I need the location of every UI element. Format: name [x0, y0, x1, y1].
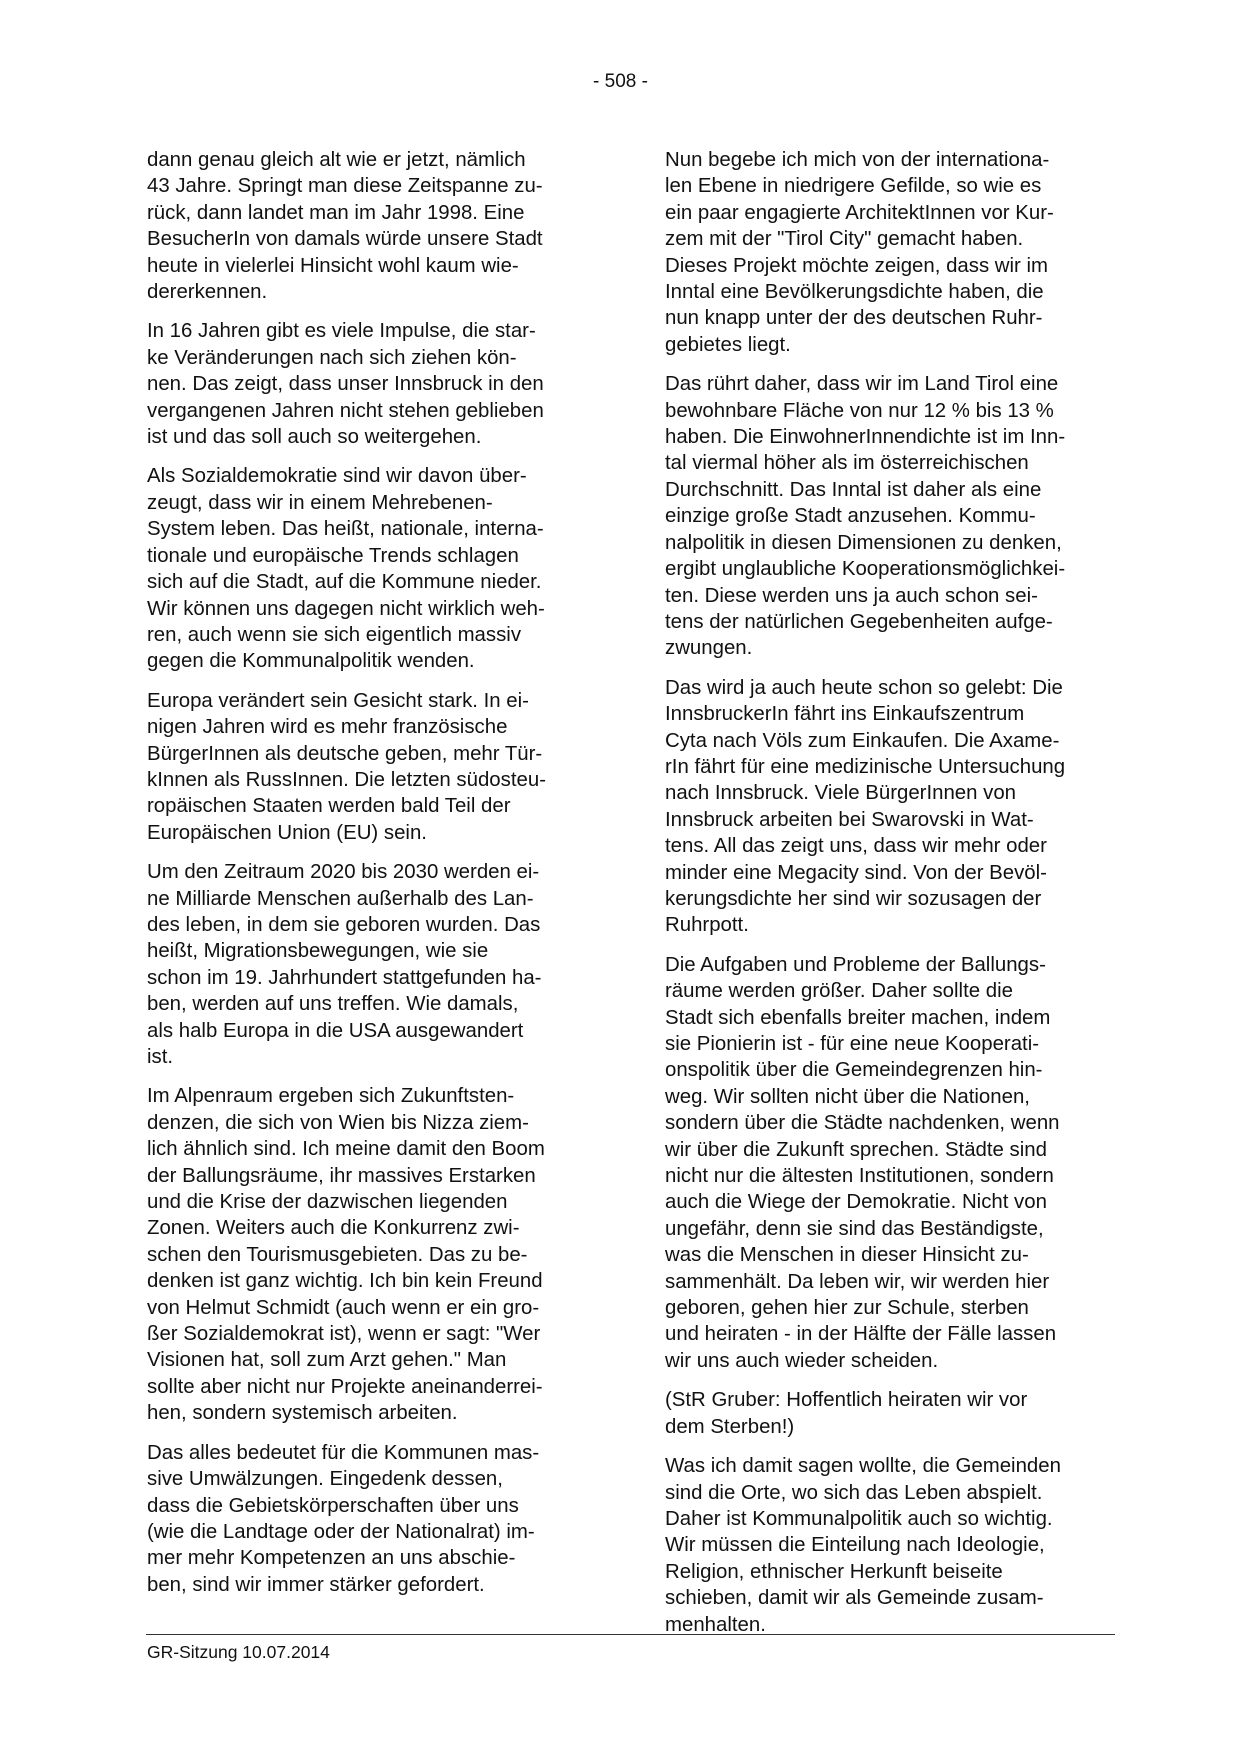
left-column [147, 147, 592, 1611]
paragraph: Nun begebe ich mich von der internationa- len Ebene in niedrigere Gefilde, so wie es ein paar engagierte ArchitektInnen vor Kur- zem mit der "Tirol City" gemacht haben. Dieses Projekt möchte zeigen, dass wir im Inntal eine Bevölkerungsdichte haben, die nun knapp unter der des deutschen Ruhr- gebietes liegt. [665, 149, 1054, 356]
page-number: - 508 - [593, 71, 648, 92]
paragraph: In 16 Jahren gibt es viele Impulse, die star- ke Veränderungen nach sich ziehen kön- nen. Das zeigt, dass unser Innsbruck in den vergangenen Jahren nicht stehen geblieben ist und das soll auch so weitergehen. [147, 320, 544, 449]
paragraph: Das rührt daher, dass wir im Land Tirol eine bewohnbare Fläche von nur 12 % bis 13 % haben. Die EinwohnerInnendichte ist im Inn- tal viermal höher als im österreichischen Durchschnitt. Das Inntal ist daher als eine einzige große Stadt anzusehen. Kommu- nalpolitik in diesen Dimensionen zu denken, ergibt unglaubliche Kooperationsmöglichkei- ten. Diese werden uns ja auch schon sei- tens der natürlichen Gegebenheiten aufge- zwungen. [665, 373, 1066, 660]
interjection-paragraph: (StR Gruber: Hoffentlich heiraten wir vor dem Sterben!) [665, 1389, 1028, 1438]
paragraph: Europa verändert sein Gesicht stark. In ei- nigen Jahren wird es mehr französische BürgerInnen als deutsche geben, mehr Tür- kInnen als RussInnen. Die letzten südosteu- ropäischen Staaten werden bald Teil der Europäischen Union (EU) sein. [147, 689, 546, 844]
paragraph: Das alles bedeutet für die Kommunen mas- sive Umwälzungen. Eingedenk dessen, dass die Gebietskörperschaften über uns (wie die Landtage oder der Nationalrat) im- mer mehr Kompetenzen an uns abschie- ben, sind wir immer stärker gefordert. [147, 1441, 540, 1596]
right-column [665, 147, 1110, 1651]
footer-session-label: GR-Sitzung 10.07.2014 [147, 1642, 330, 1662]
paragraph: Die Aufgaben und Probleme der Ballungs- räume werden größer. Daher sollte die Stadt sich ebenfalls breiter machen, indem sie Pionierin ist - für eine neue Kooperati- onspolitik über die Gemeindegrenzen hin- weg. Wir sollten nicht über die Nationen, sondern über die Städte nachdenken, wenn wir über die Zukunft sprechen. Städte sind nicht nur die ältesten Institutionen, sondern auch die Wiege der Demokratie. Nicht von ungefähr, denn sie sind das Beständigste, was die Menschen in dieser Hinsicht zu- sammenhält. Da leben wir, wir werden hier geboren, gehen hier zur Schule, sterben und heiraten - in der Hälfte der Fälle lassen wir uns auch wieder scheiden. [665, 953, 1060, 1372]
footer-divider [146, 1634, 1115, 1635]
paragraph: Als Sozialdemokratie sind wir davon über- zeugt, dass wir in einem Mehrebenen- System leben. Das heißt, nationale, interna- tionale und europäische Trends schlagen sich auf die Stadt, auf die Kommune nieder. Wir können uns dagegen nicht wirklich weh- ren, auch wenn sie sich eigentlich massiv gegen die Kommunalpolitik wenden. [147, 465, 545, 673]
paragraph: Was ich damit sagen wollte, die Gemeinden sind die Orte, wo sich das Leben abspielt. Daher ist Kommunalpolitik auch so wichtig. Wir müssen die Einteilung nach Ideologie, Religion, ethnischer Herkunft beiseite schieben, damit wir als Gemeinde zusam- menhalten. [665, 1455, 1061, 1636]
paragraph: Um den Zeitraum 2020 bis 2030 werden ei- ne Milliarde Menschen außerhalb des Lan- des leben, in dem sie geboren wurden. Das heißt, Migrationsbewegungen, wie sie schon im 19. Jahrhundert stattgefunden ha- ben, werden auf uns treffen. Wie damals, als halb Europa in die USA ausgewandert ist. [147, 861, 542, 1068]
paragraph: Im Alpenraum ergeben sich Zukunftsten- denzen, die sich von Wien bis Nizza ziem- lich ähnlich sind. Ich meine damit den Boom der Ballungsräume, ihr massives Erstarken und die Krise der dazwischen liegenden Zonen. Weiters auch die Konkurrenz zwi- schen den Tourismusgebieten. Das zu be- denken ist ganz wichtig. Ich bin kein Freund von Helmut Schmidt (auch wenn er ein gro- ßer Sozialdemokrat ist), wenn er sagt: "Wer Visionen hat, soll zum Arzt gehen." Man sollte aber nicht nur Projekte aneinanderrei- hen, sondern systemisch arbeiten. [147, 1085, 545, 1425]
paragraph: dann genau gleich alt wie er jetzt, nämlich 43 Jahre. Springt man diese Zeitspanne zu- rück, dann landet man im Jahr 1998. Eine BesucherIn von damals würde unsere Stadt heute in vielerlei Hinsicht wohl kaum wie- dererkennen. [147, 149, 543, 304]
paragraph: Das wird ja auch heute schon so gelebt: Die InnsbruckerIn fährt ins Einkaufszentrum Cyta nach Völs zum Einkaufen. Die Axame- rIn fährt für eine medizinische Untersuchung nach Innsbruck. Viele BürgerInnen von Innsbruck arbeiten bei Swarovski in Wat- tens. All das zeigt uns, dass wir mehr oder minder eine Megacity sind. Von der Bevöl- kerungsdichte her sind wir sozusagen der Ruhrpott. [665, 676, 1066, 937]
